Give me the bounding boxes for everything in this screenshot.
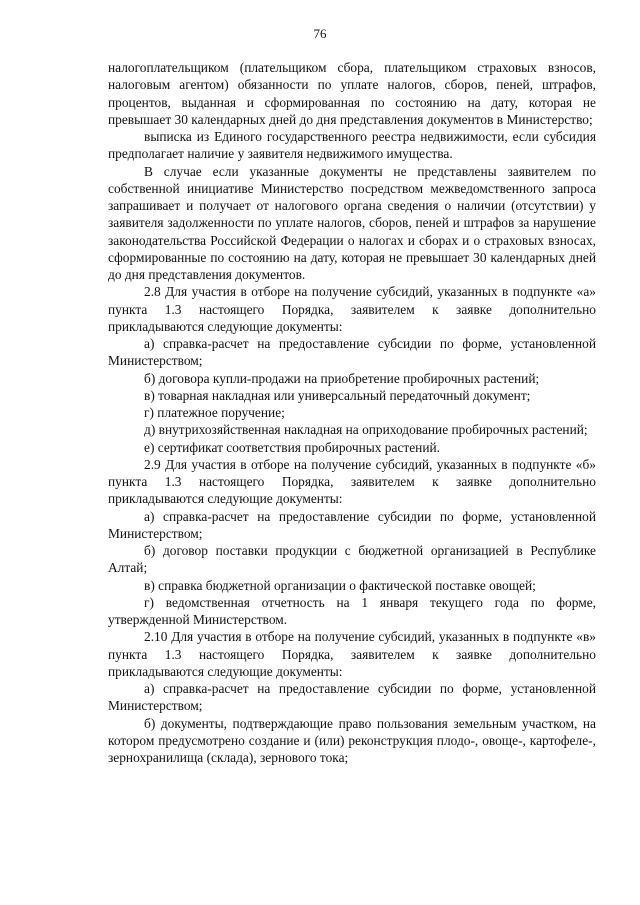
- paragraph-2-9-intro: 2.9 Для участия в отборе на получение субсидий, указанных в подпункте «б» пункта 1.3 настоящего Порядка, заявителем к заявке дополнительно прикладываются следующие документы:: [108, 456, 596, 507]
- paragraph-2-8-item-b: б) договора купли-продажи на приобретение пробирочных растений;: [144, 370, 540, 386]
- paragraph-2-10-intro: 2.10 Для участия в отборе на получение субсидий, указанных в подпункте «в» пункта 1.3 настоящего Порядка, заявителем к заявке дополнительно прикладываются следующие документы:: [108, 629, 596, 679]
- paragraph-2-8-item-a: а) справка-расчет на предоставление субсидии по форме, установленной Министерством;: [108, 336, 596, 369]
- paragraph-2-9-item-g: г) ведомственная отчетность на 1 января текущего года по форме, утвержденной Министерством.: [108, 594, 596, 627]
- paragraph-2-8-item-v: в) товарная накладная или универсальный передаточный документ;: [144, 387, 531, 403]
- paragraph-tax-debt-certificate-end: налогоплательщиком (плательщиком сбора, плательщиком страховых взносов, налоговым агентом) обязанности по уплате налогов, сборов, пеней, штрафов, процентов, выданная и сформированная по состоянию на дату, которая не превышает 30 календарных дней до дня представления документов в Министерство;: [108, 60, 596, 127]
- paragraph-2-10-item-a: а) справка-расчет на предоставление субсидии по форме, установленной Министерством;: [108, 681, 596, 714]
- paragraph-2-8-intro: 2.8 Для участия в отборе на получение субсидий, указанных в подпункте «а» пункта 1.3 настоящего Порядка, заявителем к заявке дополнительно прикладываются следующие документы:: [108, 284, 596, 334]
- paragraph-2-9-item-b: б) договор поставки продукции с бюджетной организацией в Республике Алтай;: [108, 543, 596, 576]
- paragraph-2-9-item-v: в) справка бюджетной организации о фактической поставке овощей;: [144, 577, 536, 593]
- paragraph-2-10-item-b: б) документы, подтверждающие право пользования земельным участком, на котором предусмотрено создание и (или) реконструкция плодо-, овоще-, картофеле-, зернохранилища (склада), зернового тока;: [108, 715, 596, 765]
- paragraph-2-8-item-g: г) платежное поручение;: [144, 405, 285, 420]
- paragraph-interagency-request: В случае если указанные документы не представлены заявителем по собственной инициативе Министерство посредством межведомственного запроса запрашивает и получает от налогового органа сведения о наличии (отсутствии) у заявителя задолженности по уплате налогов, сборов, пеней и штрафов за нарушение законодательства Российской Федерации о налогах и сборах и о страховых взносах, сформированные по состоянию на дату, которая не превышает 30 календарных дней до дня представления документов.: [108, 163, 596, 282]
- paragraph-2-8-item-d: д) внутрихозяйственная накладная на оприходование пробирочных растений;: [144, 422, 588, 438]
- document-body: [108, 59, 596, 766]
- paragraph-2-8-item-e: е) сертификат соответствия пробирочных растений.: [144, 439, 441, 455]
- paragraph-2-9-item-a: а) справка-расчет на предоставление субсидии по форме, установленной Министерством;: [108, 508, 596, 541]
- paragraph-real-estate-extract: выписка из Единого государственного реестра недвижимости, если субсидия предполагает наличие у заявителя недвижимого имущества.: [108, 129, 596, 162]
- page-number: 76: [313, 26, 327, 41]
